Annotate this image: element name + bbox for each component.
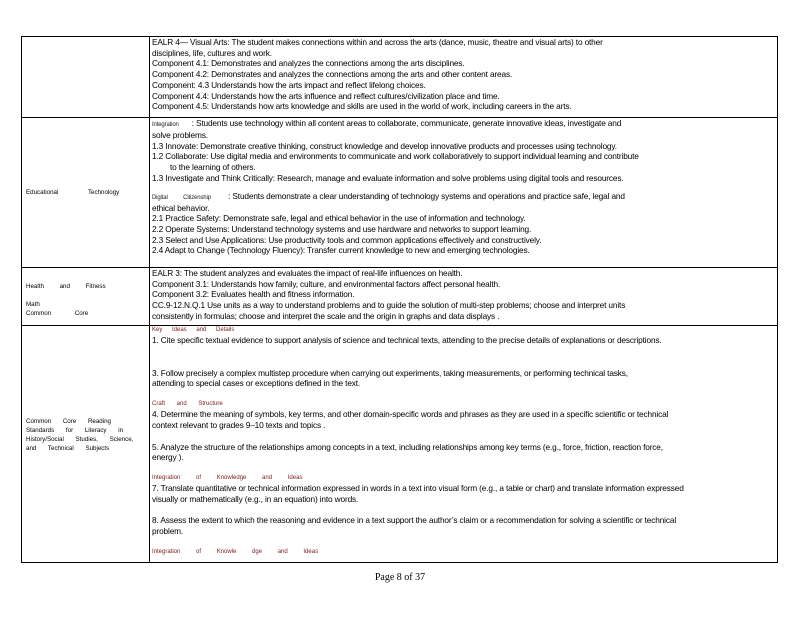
text-line: EALR 4— Visual Arts: The student makes connections within and across the arts (dance, music, theatre and visual arts) to other (152, 37, 603, 47)
section-heading: Key Ideas and Details (152, 327, 235, 333)
row-content-cell (150, 118, 778, 268)
section-heading: Integration of Knowledge and Ideas (152, 474, 303, 481)
text-line: to the learning of others. (170, 162, 256, 173)
text-line: 1.2 Collaborate: Use digital media and environments to communicate and work collaboratively to support individual learning and contribute (152, 151, 639, 162)
section-heading: Craft and Structure (152, 401, 223, 408)
text-line: 1. Cite specific textual evidence to support analysis of science and technical texts, attending to the precise details of explanations or descriptions. (152, 335, 662, 345)
table-row (22, 326, 778, 563)
text-line: 2.3 Select and Use Applications: Use productivity tools and common applications effectively and constructively. (152, 234, 542, 245)
section-heading: Integration of Knowle dge and Ideas (152, 548, 319, 555)
text-line: Component 4.1: Demonstrates and analyzes the connections among the arts disciplines. (152, 58, 465, 69)
text-line: 4. Determine the meaning of symbols, key terms, and other domain-specific words and phrases as they are used in a specific scientific or technical (152, 409, 669, 420)
text-line: Component: 4.3 Understands how the arts impact and reflect lifelong choices. (152, 79, 426, 90)
text-line: visually or mathematically (e.g., in an equation) into words. (152, 493, 359, 504)
text-line: Component 3.1: Understands how family, culture, and environmental factors affect personal health. (152, 278, 501, 289)
text-line: energy ). (152, 452, 184, 463)
row-content-cell (150, 268, 778, 326)
text-line: 3. Follow precisely a complex multistep procedure when carrying out experiments, taking measurements, or performing technical tasks, (152, 367, 628, 378)
text-line: CC.9-12.N.Q.1 Use units as a way to understand problems and to guide the solution of multi-step problems; choose and interpret units (152, 300, 626, 311)
row-content-cell (150, 326, 778, 563)
text-line: 2.4 Adapt to Change (Technology Fluency): Transfer current knowledge to new and emerging technologies. (152, 245, 530, 256)
text-line: 5. Analyze the structure of the relationships among concepts in a text, including relationships among key terms (e.g., force, friction, reaction force, (152, 441, 663, 452)
text-line: context relevant to grades 9–10 texts and topics . (152, 419, 326, 430)
section-heading: Integration (152, 122, 179, 128)
text-line: : Students demonstrate a clear understanding of technology systems and operations and practice safe, legal and (228, 190, 625, 201)
text-line: Component 4.2: Demonstrates and analyzes the connections among the arts and other content areas. (152, 69, 513, 80)
text-line: 2.2 Operate Systems: Understand technology systems and use hardware and networks to support learning. (152, 223, 532, 234)
text-line: 8. Assess the extent to which the reasoning and evidence in a text support the author’s claim or a recommendation for solving a scientific or technical (152, 515, 677, 526)
row-label: Educational Technology (26, 189, 120, 196)
text-line: Component 4.4: Understands how the arts influence and reflect cultures/civilization place and time. (152, 90, 500, 101)
text-line: disciplines, life, cultures and work. (152, 47, 272, 58)
row-label-cell (22, 268, 150, 326)
table-row (22, 37, 778, 118)
text-line: 1.3 Innovate: Demonstrate creative thinking, construct knowledge and develop innovative products and processes using technology. (152, 140, 617, 151)
row-label: Common Core (26, 310, 89, 317)
text-line: attending to special cases or exceptions defined in the text. (152, 378, 361, 389)
text-line: Component 4.5: Understands how arts knowledge and skills are used in the world of work, including careers in the arts. (152, 101, 572, 112)
row-label: Health and Fitness (26, 283, 106, 290)
text-line: problem. (152, 526, 184, 537)
row-label-cell (22, 118, 150, 268)
text-line: consistently in formulas; choose and interpret the scale and the origin in graphs and data displays . (152, 310, 500, 321)
section-heading: Digital Citizenship (152, 194, 211, 201)
text-line: solve problems. (152, 130, 208, 140)
row-label-cell (22, 37, 150, 118)
text-line: 2.1 Practice Safety: Demonstrate safe, legal and ethical behavior in the use of information and technology. (152, 213, 526, 224)
row-label: Math (26, 301, 40, 308)
table-row (22, 268, 778, 326)
text-line: ethical behavior. (152, 202, 210, 213)
page-number: Page 8 of 37 (374, 572, 426, 583)
standards-table (21, 36, 778, 563)
text-line: 1.3 Investigate and Think Critically: Research, manage and evaluate information and solve problems using digital tools and resources. (152, 172, 624, 183)
row-label: Common Core Reading Standards for Literacy in History/Social Studies, Science, and Technical Subjects (26, 418, 134, 452)
text-line: : Students use technology within all content areas to collaborate, communicate, generate innovative ideas, investigate and (191, 118, 622, 128)
row-label-cell (22, 326, 150, 563)
text-line: Component 3.2: Evaluates health and fitness information. (152, 289, 355, 300)
table-row (22, 118, 778, 268)
row-content-cell (150, 37, 778, 118)
text-line: EALR 3: The student analyzes and evaluates the impact of real-life influences on health. (152, 268, 463, 278)
text-line: 7. Translate quantitative or technical information expressed in words in a text into visual form (e.g., a table or chart) and translate information expressed (152, 482, 684, 493)
